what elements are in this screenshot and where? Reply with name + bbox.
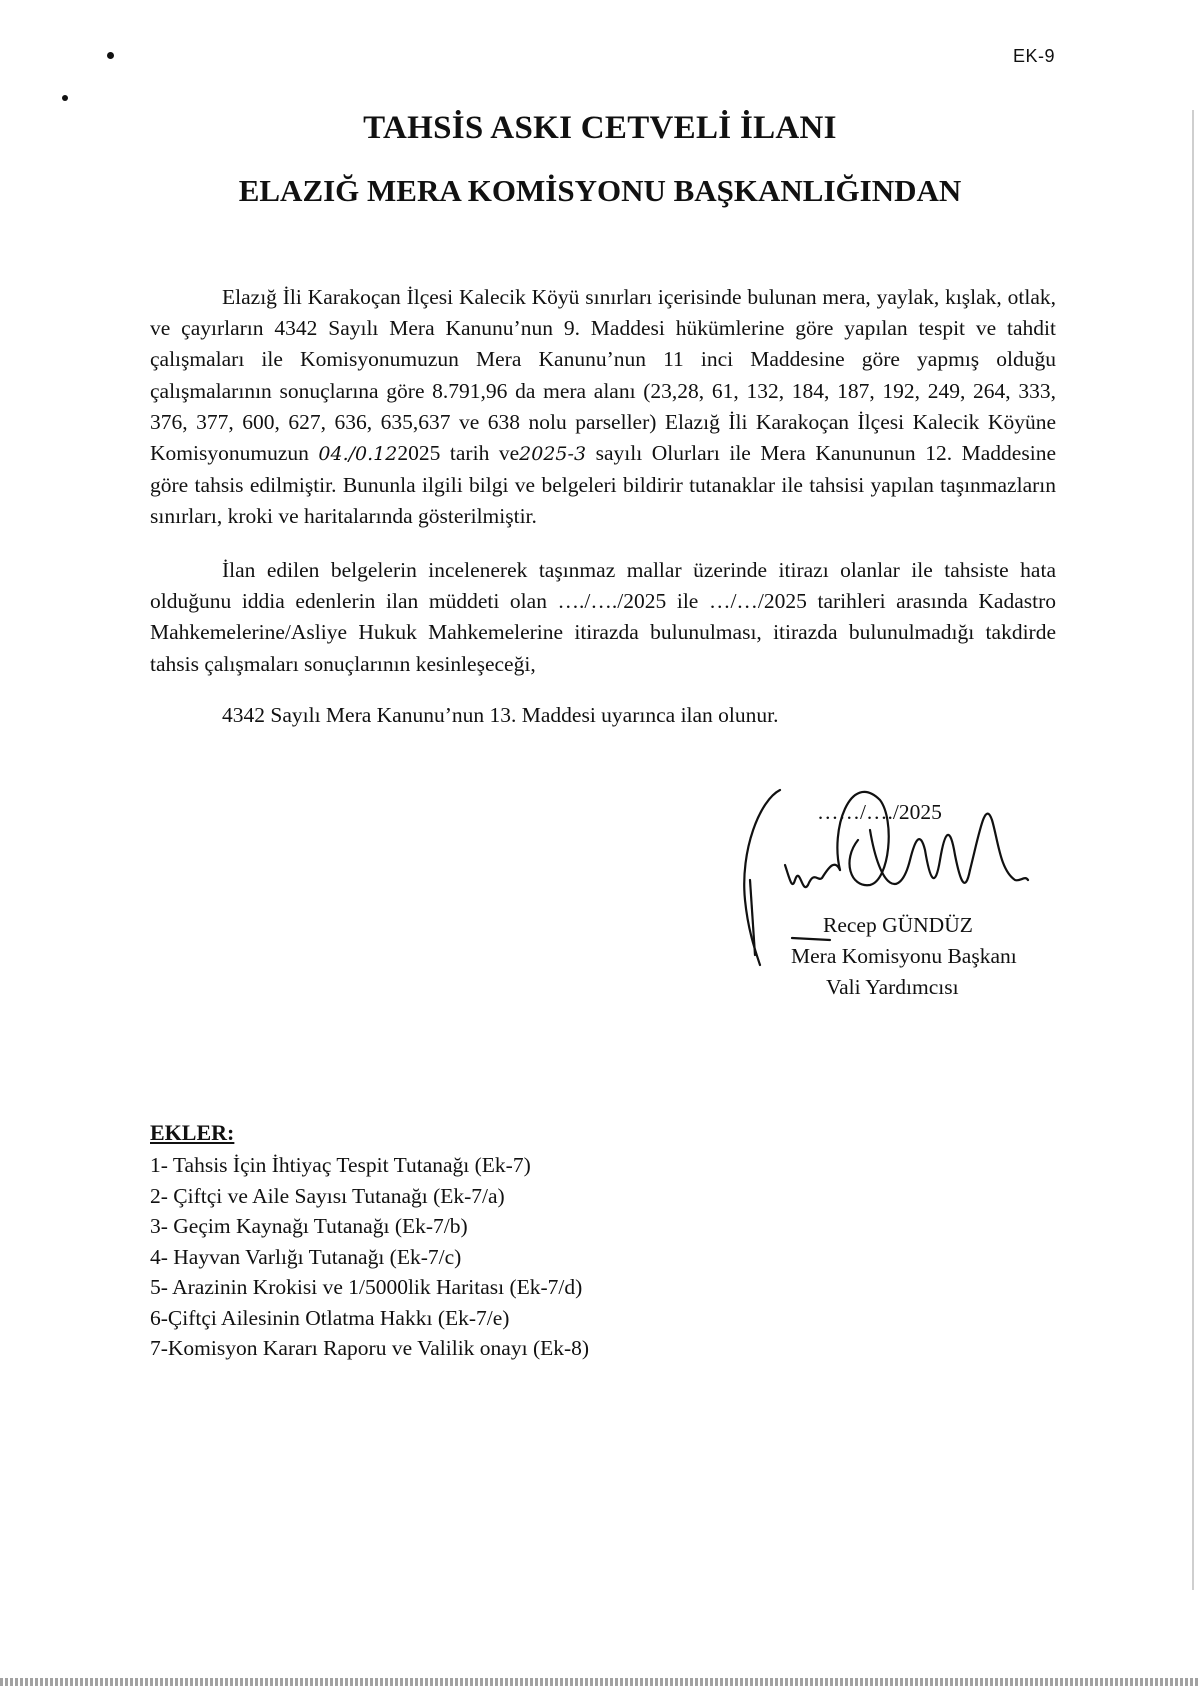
body-paragraph-2: İlan edilen belgelerin incelenerek taşınmaz mallar üzerinde itirazı olanlar ile tahsiste hata olduğunu iddia edenlerin ilan müddeti olan …./…./2025 ile …/…/2025 tarihleri arasında Kadastro Mahkemelerine/Asliye Hukuk Mahkemelerine itirazda bulunulması, itirazda bulunulmadığı takdirde tahsis çalışmaları sonuçlarının kesinleşeceği, — [150, 558, 1056, 676]
scan-dot — [107, 52, 114, 59]
body-paragraph-3: 4342 Sayılı Mera Kanunu’nun 13. Maddesi uyarınca ilan olunur. — [222, 703, 779, 727]
attachments-list — [150, 1150, 589, 1364]
scan-edge — [0, 1678, 1200, 1686]
attachment-item: 6-Çiftçi Ailesinin Otlatma Hakkı (Ek-7/e) — [150, 1305, 510, 1330]
scan-dot — [62, 95, 68, 101]
attachments-heading: EKLER: — [150, 1120, 235, 1145]
attachment-item: 7-Komisyon Kararı Raporu ve Valilik onayı (Ek-8) — [150, 1336, 590, 1360]
paragraph-1-text: Elazığ İli Karakoçan İlçesi Kalecik Köyü sınırları içerisinde bulunan mera, yaylak, kışlak, otlak, ve çayırların 4342 Sayılı Mera Kanunu’nun 9. Maddesi hükümlerine göre yapılan tespit ve tahdit çalışmaları ile Komisyonumuzun Mera Kanunu’nun 11 inci Maddesine göre yapmış olduğu çalışmalarının sonuçlarına göre 8.791,96 da mera alanı (23,28, 61, 132, 184, 187, 192, 249, 264, 333, 376, 377, 600, 627, 636, 635,637 ve 638 nolu parseller) Elazığ İli Karakoçan İlçesi Kalecik Köyüne Komisyonumuzun — [150, 285, 1056, 466]
body-paragraph-1 — [150, 282, 1056, 533]
handwritten-signature — [730, 770, 1060, 970]
signature-date: ……/…./2025 — [817, 800, 942, 824]
document-title: TAHSİS ASKI CETVELİ İLANI — [363, 110, 837, 146]
attachment-item: 3- Geçim Kaynağı Tutanağı (Ek-7/b) — [150, 1214, 468, 1238]
paragraph-1-text-2: 2025 tarih ve — [397, 441, 520, 466]
signatory-title: Mera Komisyonu Başkanı — [791, 944, 1017, 968]
paragraph-1-text-3: sayılı Olurları ile Mera Kanununun 12. Maddesine göre tahsis edilmiştir. Bununla ilgili bilgi ve belgeleri bildirir tutanaklar ile tahsisi yapılan taşınmazların sınırları, kroki ve haritalarında gösterilmiştir. — [150, 441, 1056, 529]
attachment-item: 2- Çiftçi ve Aile Sayısı Tutanağı (Ek-7/a) — [150, 1183, 505, 1208]
signatory-subtitle: Vali Yardımcısı — [826, 975, 959, 999]
document-code: EK-9 — [1012, 46, 1055, 66]
scan-edge — [1192, 110, 1194, 1590]
document-subtitle: ELAZIĞ MERA KOMİSYONU BAŞKANLIĞINDAN — [238, 173, 962, 208]
attachment-item: 5- Arazinin Krokisi ve 1/5000lik Haritası (Ek-7/d) — [150, 1275, 583, 1299]
handwritten-number: 2025-3 — [519, 443, 587, 466]
attachment-item: 4- Hayvan Varlığı Tutanağı (Ek-7/c) — [150, 1244, 462, 1269]
attachment-item: 1- Tahsis İçin İhtiyaç Tespit Tutanağı (Ek-7) — [150, 1153, 531, 1177]
signatory-name: Recep GÜNDÜZ — [823, 913, 973, 937]
handwritten-date: 04./0.12 — [318, 443, 398, 466]
